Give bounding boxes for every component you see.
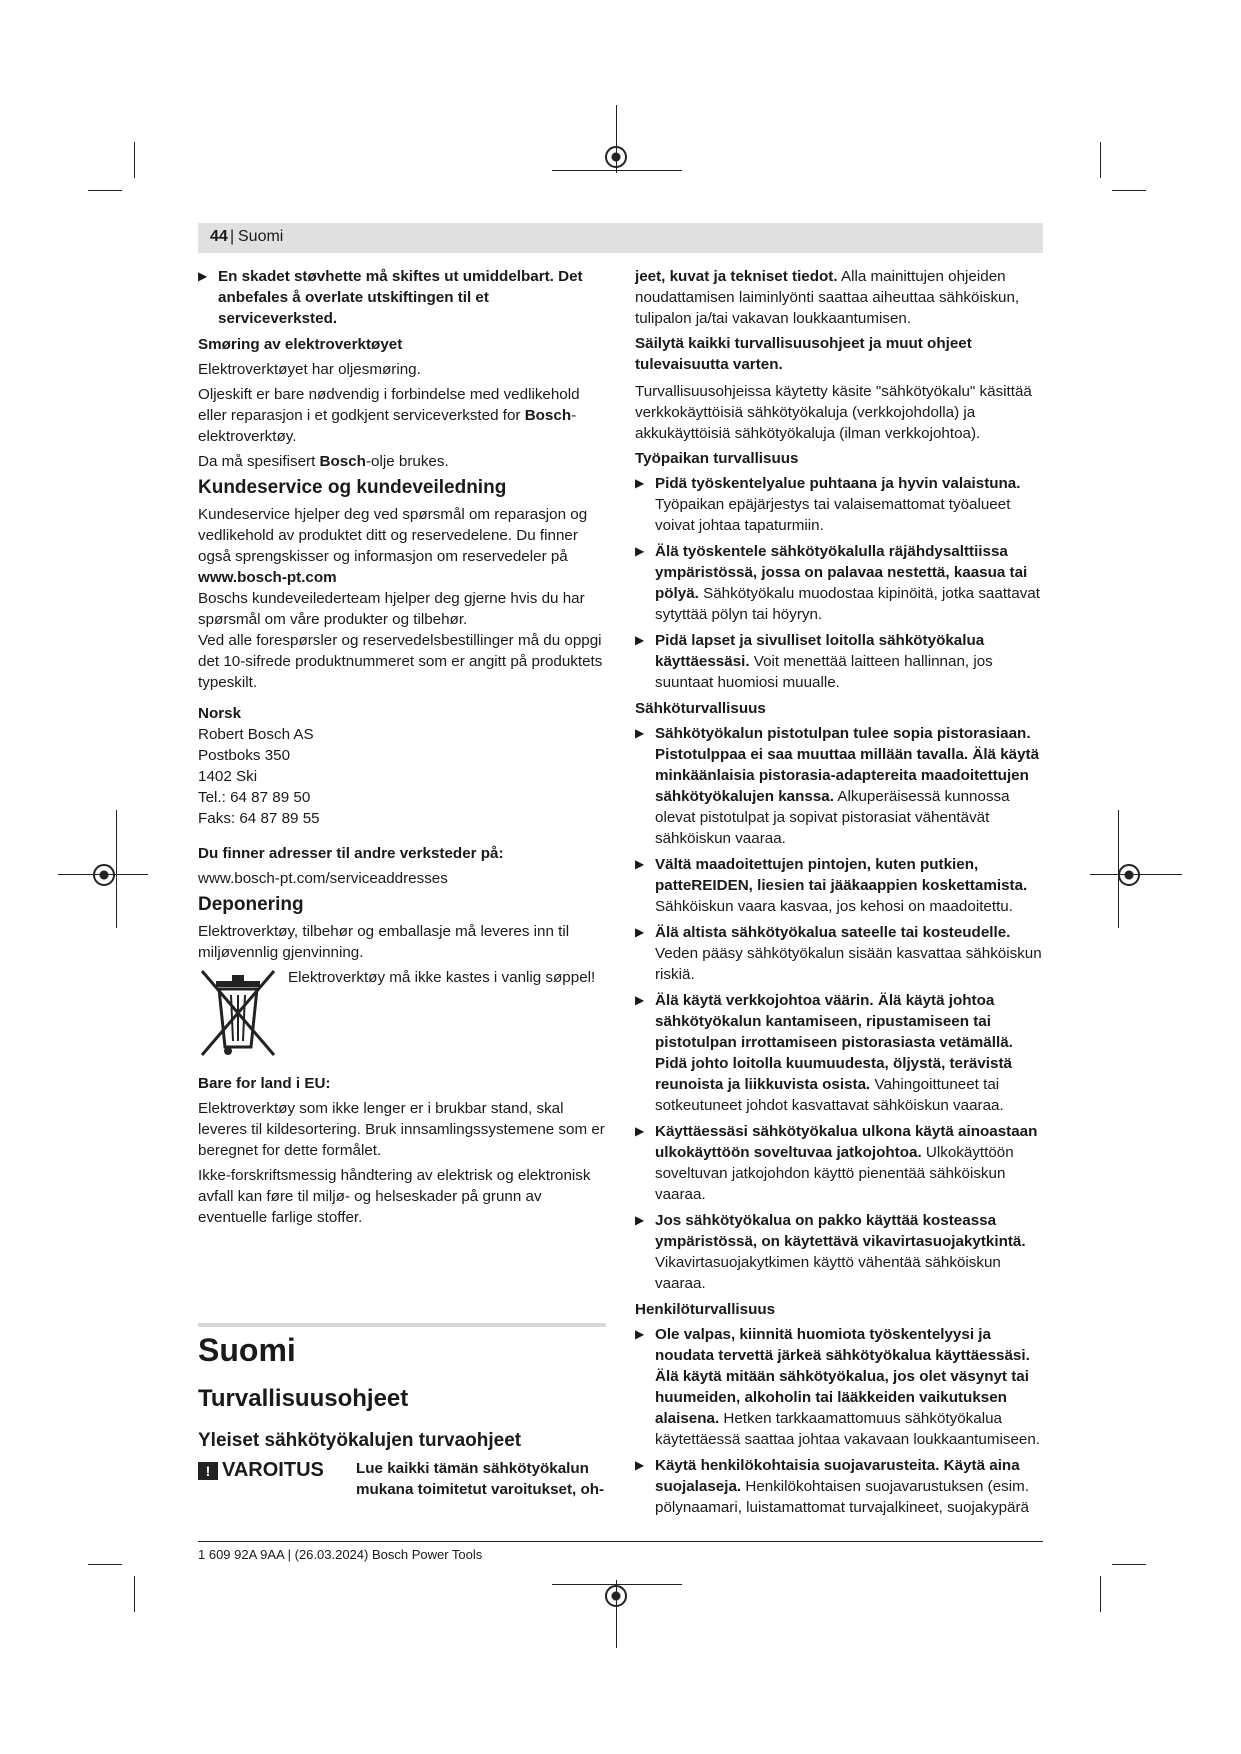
crop-mark <box>88 1564 122 1565</box>
list-item: ▶ Pidä työskentelyalue puhtaana ja hyvin valaistuna. Työpaikan epäjärjestys tai valaisemattomat työalueet voivat johtaa tapaturmiin. <box>635 475 1021 534</box>
address-company: Robert Bosch AS <box>198 726 314 743</box>
list-item <box>198 266 608 329</box>
service-link[interactable]: www.bosch-pt.com <box>198 569 337 586</box>
page-header <box>198 223 1043 253</box>
paragraph: Da må spesifisert Bosch-olje brukes. <box>198 453 449 470</box>
bullet-icon: ▶ <box>635 544 645 558</box>
address-tel: Tel.: 64 87 89 50 <box>198 789 311 806</box>
disposal-note: Elektroverktøy må ikke kastes i vanlig søppel! <box>288 969 596 986</box>
section-heading: Sähköturvallisuus <box>635 700 766 717</box>
language-title: Suomi <box>198 1332 296 1368</box>
section-heading: Du finner adresser til andre verksteder på: <box>198 845 504 862</box>
section-heading: Työpaikan turvallisuus <box>635 450 799 467</box>
list-item: ▶ Käytä henkilökohtaisia suojavarusteita. Käytä aina suojalaseja. Henkilökohtaisen suojavarustuksen (esim. pölynaamari, luistamattomat turvajalkineet, suojakypärä <box>635 1457 1029 1516</box>
bullet-icon: ▶ <box>198 269 208 283</box>
service-addresses-link[interactable]: www.bosch-pt.com/serviceaddresses <box>198 870 448 887</box>
page-number: 44 <box>210 228 228 245</box>
bullet-list <box>635 723 1043 1294</box>
paragraph: Ved alle forespørsler og reservedelsbestillinger må du oppgi det 10-sifrede produktnummeret som er angitt på produktets typeskilt. <box>198 632 603 691</box>
chapter-title: Turvallisuusohjeet <box>198 1385 409 1412</box>
bullet-icon: ▶ <box>635 1124 645 1138</box>
footer-rule <box>198 1541 1043 1542</box>
section-name: Suomi <box>238 228 284 245</box>
address-country: Norsk <box>198 705 242 722</box>
paragraph: Elektroverktøy som ikke lenger er i brukbar stand, skal leveres til kildesortering. Bruk innsamlingssystemene som er beregnet for dette formålet. <box>198 1100 605 1159</box>
disposal-block <box>198 967 608 1063</box>
bullet-icon: ▶ <box>635 1458 645 1472</box>
crop-mark <box>1112 190 1146 191</box>
warning-label: ! VAROITUS <box>198 1460 324 1481</box>
section-heading: Henkilöturvallisuus <box>635 1301 776 1318</box>
crop-mark <box>116 810 117 928</box>
left-column <box>198 266 608 1232</box>
registration-mark-icon <box>93 864 115 886</box>
paragraph: Elektroverktøyet har oljesmøring. <box>198 361 421 378</box>
right-column <box>635 266 1043 1523</box>
paragraph: Turvallisuusohjeissa käytetty käsite "sähkötyökalu" käsittää verkkokäyttöisiä sähkötyökaluja (verkkojohdolla) ja akkukäyttöisiä sähkötyökaluja (ilman verkkojohtoa). <box>635 383 1032 442</box>
crop-mark <box>1100 1576 1101 1612</box>
section-heading: Smøring av elektroverktøyet <box>198 336 403 353</box>
list-item: ▶ Ole valpas, kiinnitä huomiota työskentelyysi ja noudata tervettä järkeä sähkötyökalua käyttäessäsi. Älä käytä mitään sähkötyökalua, jos olet väsynyt tai huumeiden, alkoholin tai lääkkeiden vaikutuksen alaisena. Hetken tarkkaamattomuus sähkötyökalua käytettäessä saattaa johtaa vakavaan loukkaantumiseen. <box>635 1326 1040 1448</box>
bullet-icon: ▶ <box>635 633 645 647</box>
list-item: ▶ Älä työskentele sähkötyökalulla räjähdysalttiissa ympäristössä, jossa on palavaa nestettä, kaasua tai pölyä. Sähkötyökalu muodostaa kipinöitä, jotka saattavat sytyttää pölyn tai höyryn. <box>635 543 1040 623</box>
footer-text: 1 609 92A 9AA | (26.03.2024) Bosch Power Tools <box>198 1547 483 1562</box>
bullet-icon: ▶ <box>635 476 645 490</box>
address-street: Postboks 350 <box>198 747 291 764</box>
section-heading: Deponering <box>198 894 304 915</box>
section-heading: Bare for land i EU: <box>198 1075 331 1092</box>
bullet-icon: ▶ <box>635 1327 645 1341</box>
paragraph: Elektroverktøy, tilbehør og emballasje må leveres inn til miljøvennlig gjenvinning. <box>198 923 570 961</box>
paragraph: Kundeservice hjelper deg ved spørsmål om reparasjon og vedlikehold av produktet ditt og reservedelene. Du finner også sprengskisser og informasjon om reservedeler på <box>198 506 588 565</box>
suomi-section <box>198 1330 608 1504</box>
paragraph: jeet, kuvat ja tekniset tiedot. Alla mainittujen ohjeiden noudattamisen laiminlyönti saattaa aiheuttaa sähköiskun, tulipalon ja/tai vakavan loukkaantumisen. <box>635 268 1020 327</box>
list-item: ▶ Jos sähkötyökalua on pakko käyttää kosteassa ympäristössä, on käytettävä vikavirtasuojakytkintä. Vikavirtasuojakytkimen käyttö vähentää sähköiskun vaaraa. <box>635 1212 1026 1292</box>
bullet-list <box>635 1324 1043 1518</box>
address-block <box>198 703 608 829</box>
crop-mark <box>134 1576 135 1612</box>
warning-block <box>198 1458 608 1504</box>
list-item: ▶ Vältä maadoitettujen pintojen, kuten putkien, patteREIDEN, liesien tai jääkaappien koskettamista. Sähköiskun vaara kasvaa, jos kehosi on maadoitettu. <box>635 856 1028 915</box>
section-divider <box>198 1323 606 1327</box>
list-item: ▶ Älä altista sähkötyökalua sateelle tai kosteudelle. Veden pääsy sähkötyökalun sisään kasvattaa sähköiskun riskiä. <box>635 924 1042 983</box>
crop-mark <box>1100 142 1101 178</box>
crop-mark <box>134 142 135 178</box>
address-fax: Faks: 64 87 89 55 <box>198 810 320 827</box>
header-divider: | <box>230 228 235 245</box>
paragraph: Boschs kundeveilederteam hjelper deg gjerne hvis du har spørsmål om våre produkter og tilbehør. <box>198 590 585 628</box>
registration-mark-icon <box>1118 864 1140 886</box>
bullet-text: En skadet støvhette må skiftes ut umiddelbart. Det anbefales å overlate utskiftingen til et serviceverksted. <box>218 268 583 327</box>
registration-mark-icon <box>605 1585 627 1607</box>
list-item: ▶ Älä käytä verkkojohtoa väärin. Älä käytä johtoa sähkötyökalun kantamiseen, ripustamiseen tai pistotulpan irrottamiseen pistorasiasta vetämällä. Pidä johto loitolla kuumuudesta, öljystä, terävistä reunoista ja liikkuvista osista. Vahingoittuneet tai sotkeutuneet johdot kasvattavat sähköiskun vaaraa. <box>635 992 1013 1114</box>
bullet-icon: ▶ <box>635 726 645 740</box>
crop-mark <box>88 190 122 191</box>
paragraph: Säilytä kaikki turvallisuusohjeet ja muut ohjeet tulevaisuutta varten. <box>635 335 972 373</box>
crop-mark <box>1112 1564 1146 1565</box>
warning-icon: ! <box>198 1462 218 1480</box>
paragraph: Oljeskift er bare nødvendig i forbindelse med vedlikehold eller reparasjon i et godkjent serviceverksted for Bosch-elektroverktøy. <box>198 386 580 445</box>
bullet-icon: ▶ <box>635 925 645 939</box>
crop-mark <box>552 170 682 171</box>
list-item: ▶ Käyttäessäsi sähkötyökalua ulkona käytä ainoastaan ulkokäyttöön soveltuvaa jatkojohtoa. Ulkokäyttöön soveltuvan jatkojohdon käyttö pienentää sähköiskun vaaraa. <box>635 1123 1038 1203</box>
bullet-icon: ▶ <box>635 1213 645 1227</box>
bullet-icon: ▶ <box>635 857 645 871</box>
address-city: 1402 Ski <box>198 768 258 785</box>
bullet-list <box>635 473 1043 693</box>
registration-mark-icon <box>605 146 627 168</box>
list-item: ▶ Sähkötyökalun pistotulpan tulee sopia pistorasiaan. Pistotulppaa ei saa muuttaa millään tavalla. Älä käytä minkäänlaisia pistorasia-adaptereita maadoitettujen sähkötyökalujen kanssa. Alkuperäisessä kunnossa olevat pistotulpat ja sopivat pistorasiat vähentävät sähköiskun vaaraa. <box>635 725 1040 847</box>
subchapter-title: Yleiset sähkötyökalujen turvaohjeet <box>198 1430 522 1451</box>
section-heading: Kundeservice og kundeveiledning <box>198 477 507 498</box>
warning-text: Lue kaikki tämän sähkötyökalun mukana toimitetut varoitukset, oh- <box>356 1460 605 1498</box>
paragraph: Ikke-forskriftsmessig håndtering av elektrisk og elektronisk avfall kan føre til miljø- og helseskader på grunn av eventuelle farlige stoffer. <box>198 1167 591 1226</box>
list-item: ▶ Pidä lapset ja sivulliset loitolla sähkötyökalua käyttäessäsi. Voit menettää laitteen hallinnan, jos suuntaat huomiosi muualle. <box>635 632 993 691</box>
bullet-icon: ▶ <box>635 993 645 1007</box>
crossed-out-bin-icon <box>198 967 278 1059</box>
